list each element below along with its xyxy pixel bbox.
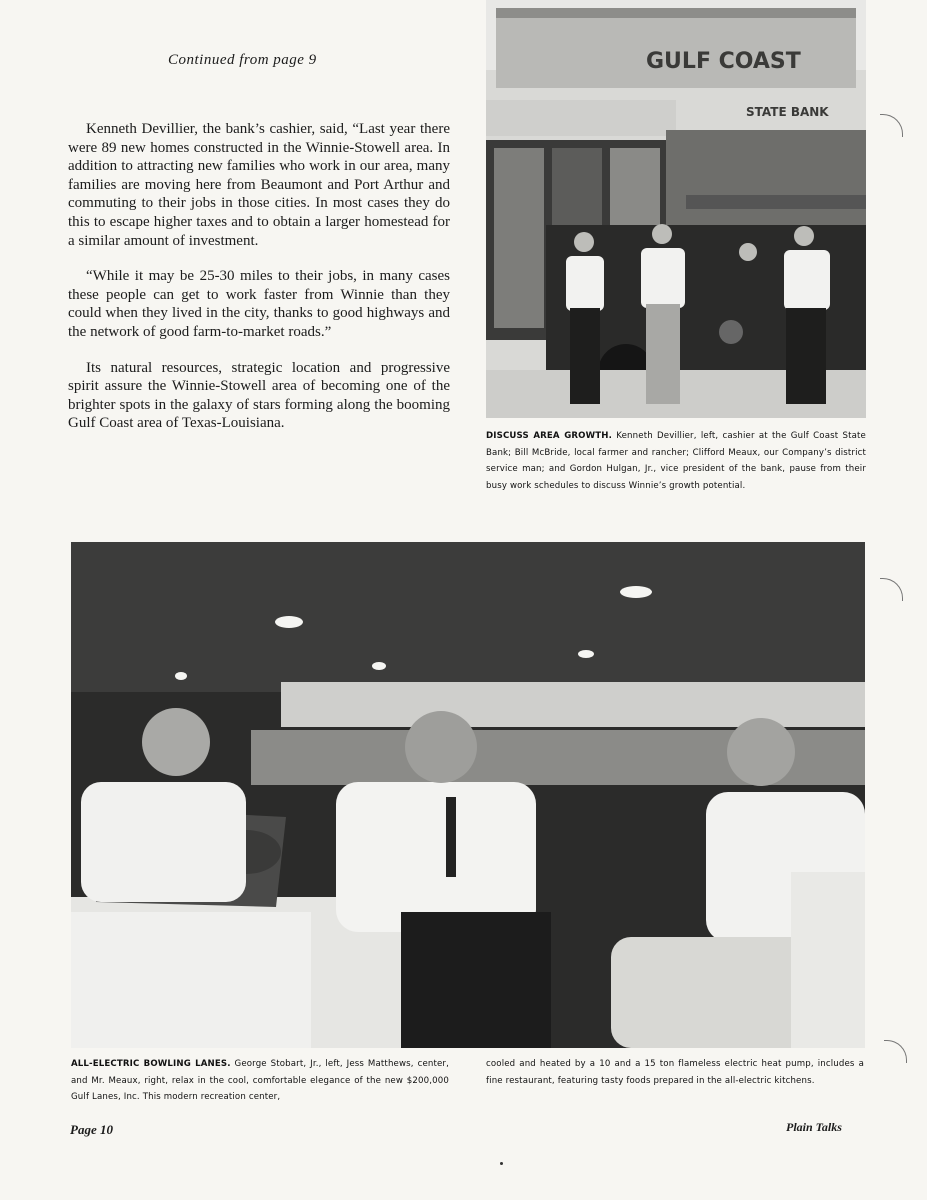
page-number: Page 10 bbox=[70, 1122, 113, 1137]
bowling-caption-col1 bbox=[71, 1056, 449, 1106]
continued-note: Continued from page 9 bbox=[168, 52, 317, 68]
bowling-caption-heading: ALL-ELECTRIC BOWLING LANES. bbox=[71, 1059, 231, 1069]
bowling-photo bbox=[71, 542, 865, 1048]
binder-hole-mark bbox=[880, 114, 903, 137]
binder-hole-mark bbox=[884, 1040, 907, 1063]
article-body bbox=[68, 120, 450, 450]
binder-hole-mark bbox=[880, 578, 903, 601]
publication-name: Plain Talks bbox=[786, 1120, 842, 1134]
bowling-caption-text: George Stobart, Jr., left, Jess Matthews, center, and Mr. Meaux, right, relax in the cool, comfortable elegance of the new $200,000 Gulf Lanes, Inc. This modern recreation center, bbox=[71, 1059, 449, 1102]
bank-sign-text: GULF COAST bbox=[646, 49, 801, 74]
bank-sign-subtext: STATE BANK bbox=[746, 105, 829, 119]
bank-caption-text: Kenneth Devillier, left, cashier at the Gulf Coast State Bank; Bill McBride, local farmer and rancher; Clifford Meaux, our Company’s district service man; and Gordon Hulgan, Jr., vice president of the bank, pause from their busy work schedules to discuss Winnie’s growth potential. bbox=[486, 431, 866, 491]
bowling-caption-text-continued: cooled and heated by a 10 and a 15 ton flameless electric heat pump, includes a fine restaurant, featuring tasty foods prepared in the all-electric kitchens. bbox=[486, 1059, 864, 1086]
bank-photo bbox=[486, 0, 866, 418]
paper-speck bbox=[500, 1162, 503, 1165]
bank-caption-heading: DISCUSS AREA GROWTH. bbox=[486, 431, 613, 441]
bank-caption bbox=[486, 428, 866, 494]
article-paragraph: “While it may be 25-30 miles to their jobs, in many cases these people can get to work faster from Winnie than they could when they lived in the city, thanks to good highways and the network of good farm-to-market roads.” bbox=[68, 268, 450, 340]
article-paragraph: Kenneth Devillier, the bank’s cashier, said, “Last year there were 89 new homes constructed in the Winnie-Stowell area. In addition to attracting new families who work in our area, many families are moving here from Beaumont and Port Arthur and commuting to their jobs in those cities. In most cases they do this to escape higher taxes and to obtain a larger homestead for a similar amount of investment. bbox=[68, 121, 450, 249]
bowling-caption-col2 bbox=[486, 1056, 864, 1089]
article-paragraph: Its natural resources, strategic location and progressive spirit assure the Winnie-Stowell area of becoming one of the brighter spots in the galaxy of stars forming along the booming Gulf Coast area of Texas-Louisiana. bbox=[68, 359, 450, 432]
